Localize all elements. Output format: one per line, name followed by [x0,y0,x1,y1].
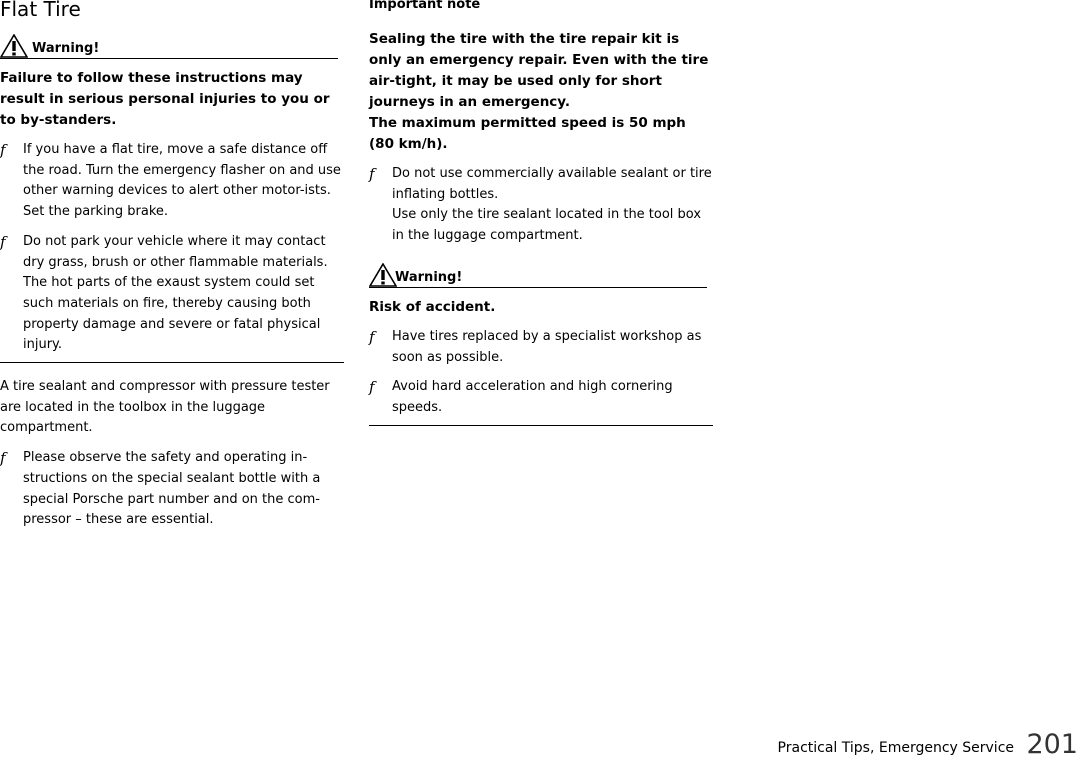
left-column [0,0,346,531]
list-item [369,327,713,368]
warning-label: Warning! [395,269,463,285]
warning-end-rule [0,362,344,363]
warning-icon [369,263,397,287]
list-item-text: If you have a flat tire, move a safe distance off the road. Turn the emergency flasher on and use other warning devices to alert other motor-ists. Set the parking brake. [23,142,341,220]
list-item [0,140,346,223]
list-item [369,164,713,247]
bullet-icon: f [0,449,6,468]
list-item [369,377,713,418]
warning-end-rule [369,425,713,426]
list-item-line: Do not use commercially available sealant or tire inflating bottles. [392,166,712,202]
list-item [0,448,346,531]
footer-section-title: Practical Tips, Emergency Service [777,740,1014,756]
important-note-heading: Important note [369,0,481,12]
warning-rule [369,287,707,288]
list-item-text: Avoid hard acceleration and high cornering speeds. [392,379,673,415]
list-item [0,232,346,356]
list-item-text: Have tires replaced by a specialist workshop as soon as possible. [392,328,702,365]
right-column [369,0,713,426]
warning-label: Warning! [32,41,100,56]
warning-rule [0,58,338,59]
warning-icon [0,34,28,58]
bullet-icon: f [369,378,375,397]
list-item-line: Use only the tire sealant located in the tool box in the luggage compartment. [392,207,702,244]
warning-block [369,263,713,426]
bullet-icon: f [369,327,375,346]
page-number: 201 [1026,729,1078,760]
warning-header [0,34,346,58]
important-note-lead: Sealing the tire with the tire repair kit is only an emergency repair. Even with the tire air-tight, it may be used only for short journeys in an emergency. [369,31,709,110]
body-paragraph: A tire sealant and compressor with pressure tester are located in the toolbox in the luggage compartment. [0,379,330,436]
bullet-icon: f [0,232,6,251]
bullet-icon: f [0,141,6,159]
list-item-text: Do not park your vehicle where it may contact dry grass, brush or other flammable materials. The hot parts of the exaust system could set such materials on fire, thereby causing both property damage and severe or fatal physical injury. [23,233,328,353]
warning-lead: Failure to follow these instructions may result in serious personal injuries to you or to by-standers. [0,70,330,128]
list-item-text [392,164,713,247]
important-note-speed: The maximum permitted speed is 50 mph (80 km/h). [369,115,686,152]
bullet-icon: f [369,165,375,183]
page-title: Flat Tire [0,0,81,21]
warning-block [0,34,346,363]
warning-lead: Risk of accident. [369,298,496,315]
warning-header [369,263,713,287]
list-item-text: Please observe the safety and operating in-structions on the special sealant bottle with a special Porsche part number and on the com-pressor – these are essential. [23,450,321,528]
